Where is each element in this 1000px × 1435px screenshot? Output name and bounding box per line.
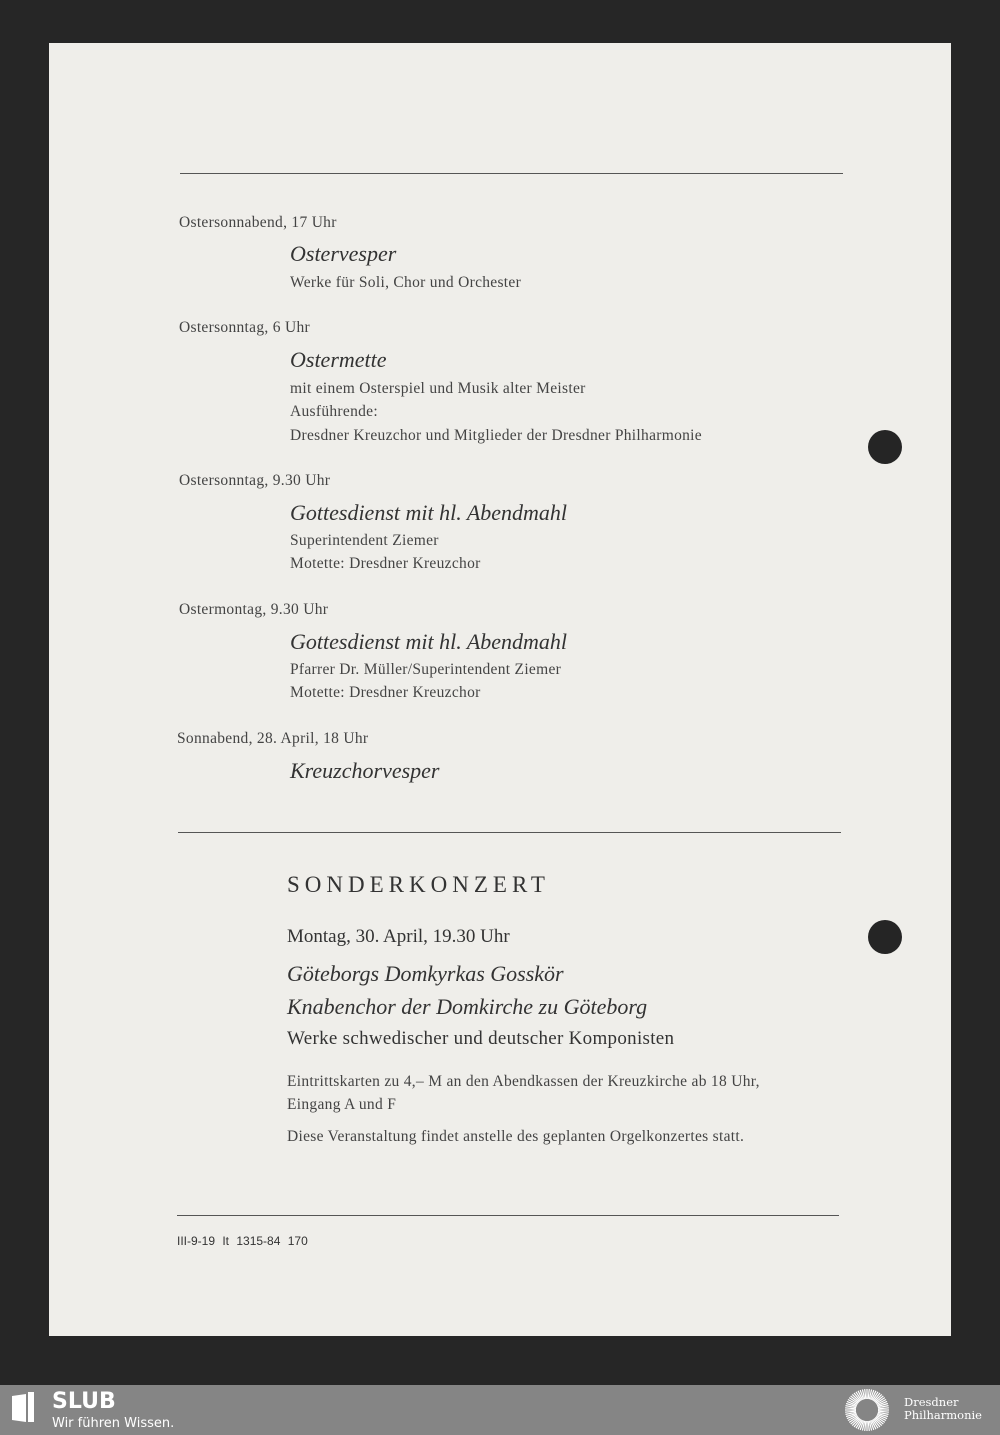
slub-logo-name[interactable]: SLUB	[52, 1389, 116, 1414]
special-concert-title: Knabenchor der Domkirche zu Göteborg	[287, 994, 648, 1019]
sunburst-ring-icon	[842, 1387, 892, 1433]
ticket-info: Eintrittskarten zu 4,– M an den Abendkassen der Kreuzkirche ab 18 Uhr,	[287, 1073, 760, 1090]
entry-title: Ostervesper	[290, 241, 397, 266]
divider-bottom	[177, 1215, 839, 1216]
divider-middle	[178, 832, 841, 833]
entry-line: Werke für Soli, Chor und Orchester	[290, 274, 522, 291]
book-icon	[12, 1392, 34, 1422]
punch-hole	[868, 430, 902, 464]
entry-date: Sonnabend, 28. April, 18 Uhr	[177, 730, 369, 747]
divider-top	[180, 173, 843, 174]
special-concert-date: Montag, 30. April, 19.30 Uhr	[287, 926, 510, 947]
entry-line: Motette: Dresdner Kreuzchor	[290, 555, 481, 572]
entry-title: Kreuzchorvesper	[290, 758, 440, 783]
entry-line: Motette: Dresdner Kreuzchor	[290, 684, 481, 701]
entry-date: Ostermontag, 9.30 Uhr	[179, 601, 329, 618]
entry-line: Superintendent Ziemer	[290, 532, 439, 549]
ticket-info: Eingang A und F	[287, 1096, 397, 1113]
philharmonie-logo-line: Dresdner	[904, 1395, 959, 1409]
philharmonie-logo-name[interactable]	[904, 1396, 982, 1422]
punch-hole	[868, 920, 902, 954]
print-code: III-9-19 It 1315-84 170	[177, 1234, 308, 1248]
entry-date: Ostersonnabend, 17 Uhr	[179, 214, 337, 231]
entry-title: Gottesdienst mit hl. Abendmahl	[290, 629, 568, 654]
slub-logo-tagline: Wir führen Wissen.	[52, 1416, 175, 1431]
philharmonie-logo-line: Philharmonie	[904, 1408, 982, 1422]
entry-title: Ostermette	[290, 347, 387, 372]
special-concert-title: Göteborgs Domkyrkas Gosskör	[287, 961, 564, 986]
entry-line: Dresdner Kreuzchor und Mitglieder der Dresdner Philharmonie	[290, 427, 702, 444]
special-concert-heading: SONDERKONZERT	[287, 872, 550, 897]
entry-line: mit einem Osterspiel und Musik alter Meister	[290, 380, 586, 397]
footer-bar	[0, 1385, 1000, 1435]
entry-date: Ostersonntag, 9.30 Uhr	[179, 472, 331, 489]
replacement-note: Diese Veranstaltung findet anstelle des geplanten Orgelkonzertes statt.	[287, 1128, 745, 1145]
special-concert-works: Werke schwedischer und deutscher Komponisten	[287, 1028, 675, 1049]
entry-title: Gottesdienst mit hl. Abendmahl	[290, 500, 568, 525]
entry-line: Ausführende:	[290, 403, 378, 420]
entry-line: Pfarrer Dr. Müller/Superintendent Ziemer	[290, 661, 562, 678]
entry-date: Ostersonntag, 6 Uhr	[179, 319, 310, 336]
